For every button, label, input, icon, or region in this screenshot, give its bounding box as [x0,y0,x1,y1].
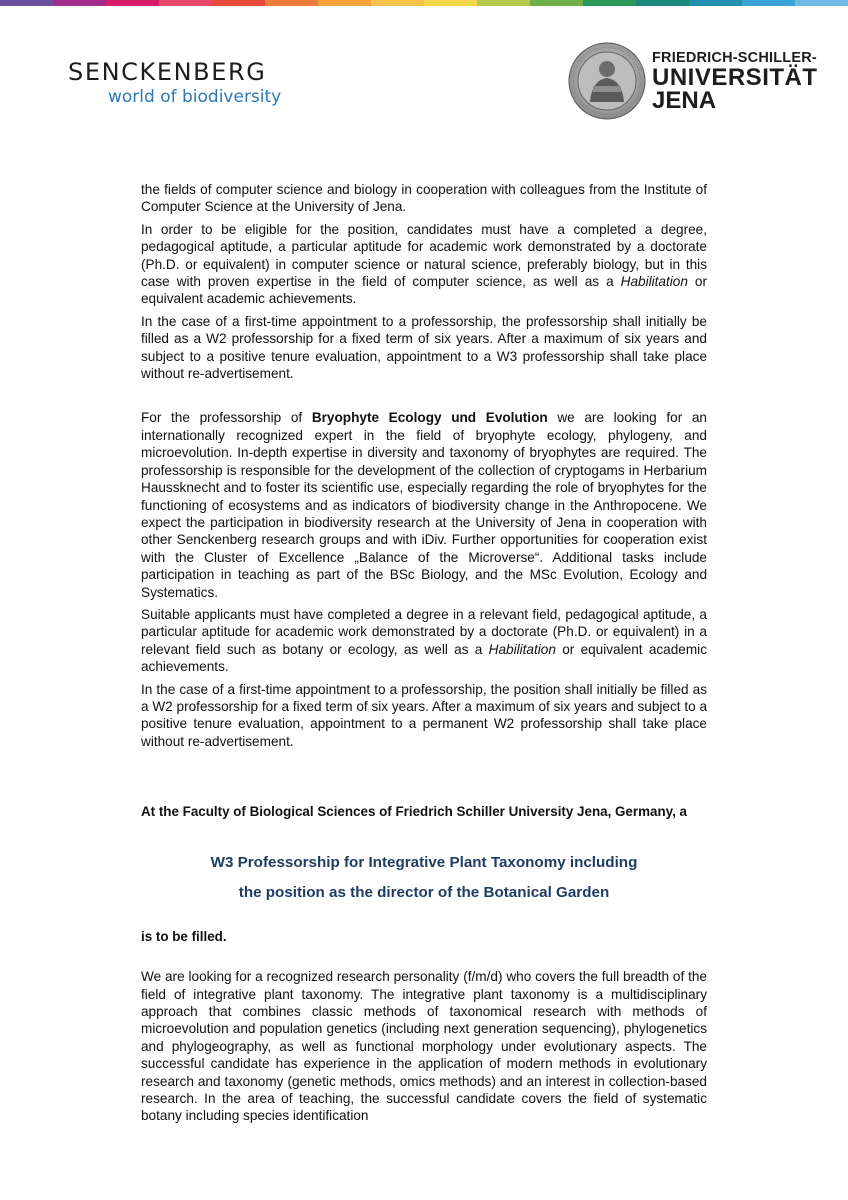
color-stripe-segment [742,0,795,6]
paragraph-eligibility-bryophyte: Suitable applicants must have completed a degree in a relevant field, pedagogical aptitude, a particular aptitude for academic work demonstrated by a doctorate (Ph.D. or equivalent) in a relevant field such as botany or ecology, as well as a Habilitation or equivalent academic achievements. [141,606,707,675]
color-stripe-segment [318,0,371,6]
color-stripe-bar [0,0,848,6]
color-stripe-segment [265,0,318,6]
color-stripe-segment [0,0,53,6]
position-title-line2: the position as the director of the Botanical Garden [238,884,610,902]
document-body [141,181,707,1130]
university-wordmark [652,50,818,112]
color-stripe-segment [424,0,477,6]
color-stripe-segment [689,0,742,6]
color-stripe-segment [212,0,265,6]
paragraph-computer-science-cooperation: the fields of computer science and biology in cooperation with colleagues from the Institute of Computer Science at the University of Jena. [141,182,707,215]
color-stripe-segment [106,0,159,6]
paragraph-bryophyte-professorship: For the professorship of Bryophyte Ecology und Evolution we are looking for an internationally recognized expert in the field of bryophyte ecology, phylogeny, and microevolution. In-depth expertise in diversity and taxonomy of bryophytes are required. The professorship is responsible for the development of the collection of cryptogams in Herbarium Haussknecht and to foster its scientific use, especially regarding the role of bryophytes for the functioning of ecosystems and as indicators of biodiversity change in the Anthropocene. We expect the participation in biodiversity research at the University of Jena in cooperation with other Senckenberg research groups and with iDiv. Further opportunities for cooperation exist with the Cluster of Excellence „Balance of the Microverse“. Additional tasks include participation in teaching as part of the BSc Biology, and the MSc Evolution, Ecology and Systematics. [141,410,707,600]
color-stripe-segment [583,0,636,6]
university-name-line1: FRIEDRICH-SCHILLER- [652,50,817,66]
color-stripe-segment [636,0,689,6]
university-seal-icon [568,42,646,120]
color-stripe-segment [477,0,530,6]
color-stripe-segment [159,0,212,6]
paragraph-appointment-w2: In the case of a first-time appointment to a professorship, the position shall initially be filled as a W2 professorship for a fixed term of six years. After a maximum of six years and subject to a positive tenure evaluation, appointment to a permanent W2 professorship shall take place without re-advertisement. [141,681,707,749]
to-be-filled-line: is to be filled. [141,929,227,945]
university-name-line3: JENA [652,87,717,114]
senckenberg-name: SENCKENBERG [68,58,267,86]
color-stripe-segment [530,0,583,6]
color-stripe-segment [53,0,106,6]
paragraph-plant-taxonomy-description: We are looking for a recognized research personality (f/m/d) who covers the full breadth of the field of integrative plant taxonomy. The integrative plant taxonomy is a multidisciplinary approach that combines classic methods of taxonomical research with methods of microevolution and population genetics (including next generation sequencing), phylogenetics and phylogeography, as well as functional morphology under evolutionary aspects. The successful candidate has experience in the application of modern methods in evolutionary research and taxonomy (genetic methods, omics methods) and an interest in collection-based research. In the area of teaching, the successful candidate covers the field of systematic botany including species identification [141,969,707,1124]
color-stripe-segment [795,0,848,6]
university-name-line2: UNIVERSITÄT [652,64,818,91]
position-title [141,848,707,908]
paragraph-appointment-w3: In the case of a first-time appointment to a professorship, the professorship shall initially be filled as a W2 professorship for a fixed term of six years. After a maximum of six years and subject to a positive tenure evaluation, appointment to a W3 professorship shall take place without re-advertisement. [141,313,707,382]
faculty-lead-line: At the Faculty of Biological Sciences of Friedrich Schiller University Jena, Germany, a [141,804,687,820]
senckenberg-tagline: world of biodiversity [108,87,282,107]
senckenberg-logo [68,58,281,108]
position-title-line1: W3 Professorship for Integrative Plant Taxonomy including [210,854,638,872]
color-stripe-segment [371,0,424,6]
paragraph-eligibility-cs: In order to be eligible for the position, candidates must have a completed a degree, pedagogical aptitude, a particular aptitude for academic work demonstrated by a doctorate (Ph.D. or equivalent) in computer science or natural science, preferably biology, but in this case with proven expertise in the field of computer science, as well as a Habilitation or equivalent academic achievements. [141,221,707,307]
